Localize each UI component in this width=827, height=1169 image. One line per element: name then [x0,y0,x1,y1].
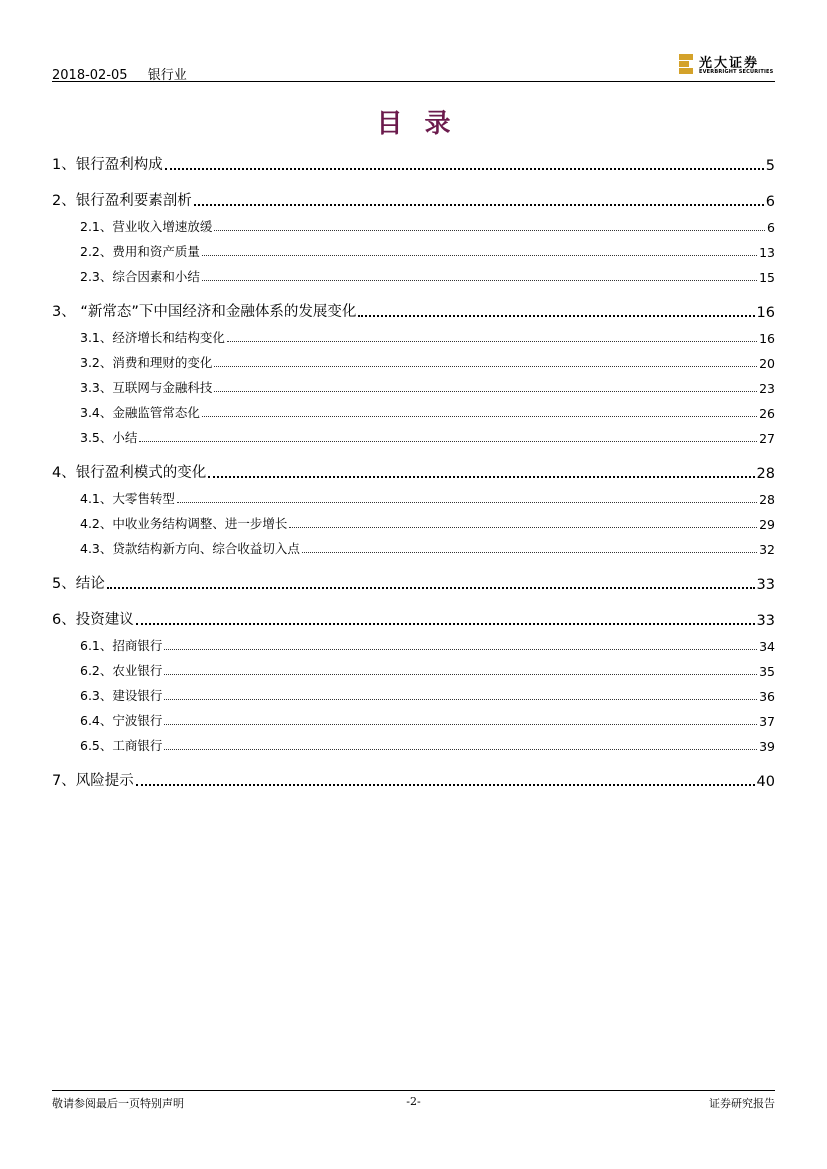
toc-subsection-entry[interactable] [52,732,775,757]
toc-entry-page: 16 [759,331,775,346]
toc-entry-label: 3.3、互联网与金融科技 [80,380,213,395]
toc-entry-label: 4.1、大零售转型 [80,491,175,506]
toc-subsection-entry[interactable] [52,510,775,535]
toc-entry-label: 6.2、农业银行 [80,663,163,678]
table-of-contents [52,152,775,793]
toc-subsection-entry[interactable] [52,632,775,657]
toc-subsection-entry[interactable] [52,485,775,510]
report-date: 2018-02-05 [52,68,128,83]
toc-dot-leader [164,649,757,650]
toc-dot-leader [165,168,764,170]
toc-dot-leader [136,784,755,786]
toc-dot-leader [358,315,754,317]
toc-entry-label: 6、投资建议 [52,612,134,628]
toc-entry-label: 1、银行盈利构成 [52,157,163,173]
toc-entry-page: 5 [765,158,775,174]
toc-entry-page: 32 [759,542,775,557]
page-footer [52,1090,775,1115]
toc-dot-leader [164,699,757,700]
toc-entry-label: 4.3、贷款结构新方向、综合收益切入点 [80,541,300,556]
toc-dot-leader [107,587,755,589]
toc-entry-label: 4.2、中收业务结构调整、进一步增长 [80,516,288,531]
toc-section-entry[interactable] [52,152,775,177]
toc-dot-leader [202,416,757,417]
toc-subsection-entry[interactable] [52,657,775,682]
toc-entry-label: 6.3、建设银行 [80,688,163,703]
toc-entry-page: 13 [759,245,775,260]
toc-entry-label: 3.1、经济增长和结构变化 [80,330,225,345]
toc-subsection-entry[interactable] [52,263,775,288]
toc-entry-label: 6.1、招商银行 [80,638,163,653]
page-title: 目录 [376,109,473,139]
toc-section-entry[interactable] [52,607,775,632]
header-divider [52,81,775,82]
toc-section-entry[interactable] [52,299,775,324]
toc-dot-leader [214,230,765,231]
toc-entry-label: 3.5、小结 [80,430,138,445]
toc-subsection-entry[interactable] [52,238,775,263]
toc-entry-page: 16 [756,305,775,321]
toc-entry-page: 34 [759,639,775,654]
toc-entry-page: 40 [756,774,775,790]
toc-entry-page: 28 [759,492,775,507]
toc-dot-leader [202,255,757,256]
sector-label: 银行业 [147,68,187,83]
toc-entry-page: 33 [756,613,775,629]
toc-subsection-entry[interactable] [52,374,775,399]
toc-subsection-entry[interactable] [52,707,775,732]
toc-entry-label: 6.5、工商银行 [80,738,163,753]
toc-entry-page: 35 [759,664,775,679]
toc-dot-leader [289,527,757,528]
toc-section-entry[interactable] [52,460,775,485]
page-header [52,52,775,82]
toc-dot-leader [302,552,757,553]
toc-entry-page: 37 [759,714,775,729]
toc-entry-label: 2.1、营业收入增速放缓 [80,219,213,234]
toc-subsection-entry[interactable] [52,424,775,449]
toc-entry-label: 6.4、宁波银行 [80,713,163,728]
toc-entry-label: 4、银行盈利模式的变化 [52,465,207,481]
toc-entry-page: 39 [759,739,775,754]
toc-dot-leader [164,674,757,675]
toc-dot-leader [136,623,755,625]
toc-entry-page: 15 [759,270,775,285]
footer-divider [52,1090,775,1091]
toc-entry-label: 3.4、金融监管常态化 [80,405,200,420]
toc-dot-leader [139,441,757,442]
toc-entry-label: 3、 “新常态”下中国经济和金融体系的发展变化 [52,304,357,320]
toc-dot-leader [194,204,764,206]
toc-entry-page: 33 [756,577,775,593]
toc-dot-leader [202,280,757,281]
toc-entry-label: 2、银行盈利要素剖析 [52,193,192,209]
toc-section-entry[interactable] [52,571,775,596]
toc-subsection-entry[interactable] [52,535,775,560]
toc-entry-page: 20 [759,356,775,371]
toc-section-entry[interactable] [52,188,775,213]
toc-entry-page: 29 [759,517,775,532]
toc-dot-leader [177,502,757,503]
toc-dot-leader [164,724,757,725]
toc-entry-page: 28 [756,466,775,482]
toc-entry-label: 2.3、综合因素和小结 [80,269,200,284]
everbright-logo [679,52,775,78]
toc-entry-label: 7、风险提示 [52,773,134,789]
toc-subsection-entry[interactable] [52,682,775,707]
toc-dot-leader [214,366,757,367]
toc-entry-page: 6 [765,194,775,210]
toc-entry-page: 26 [759,406,775,421]
toc-subsection-entry[interactable] [52,324,775,349]
toc-entry-label: 5、结论 [52,576,105,592]
toc-subsection-entry[interactable] [52,349,775,374]
disclaimer-note: 敬请参阅最后一页特别声明 [52,1097,184,1110]
toc-subsection-entry[interactable] [52,213,775,238]
toc-entry-label: 2.2、费用和资产质量 [80,244,200,259]
toc-entry-label: 3.2、消费和理财的变化 [80,355,213,370]
toc-dot-leader [214,391,757,392]
toc-section-entry[interactable] [52,768,775,793]
report-type: 证券研究报告 [709,1097,775,1110]
toc-entry-page: 6 [767,220,775,235]
logo-english-text: EVERBRIGHT SECURITIES [699,69,774,75]
toc-entry-page: 27 [759,431,775,446]
toc-dot-leader [164,749,757,750]
page-number: -2- [406,1095,421,1108]
toc-dot-leader [208,476,754,478]
toc-entry-page: 23 [759,381,775,396]
toc-subsection-entry[interactable] [52,399,775,424]
toc-dot-leader [227,341,757,342]
everbright-logo-icon [679,54,693,74]
toc-entry-page: 36 [759,689,775,704]
logo-chinese-text: 光大证券 [699,56,760,71]
